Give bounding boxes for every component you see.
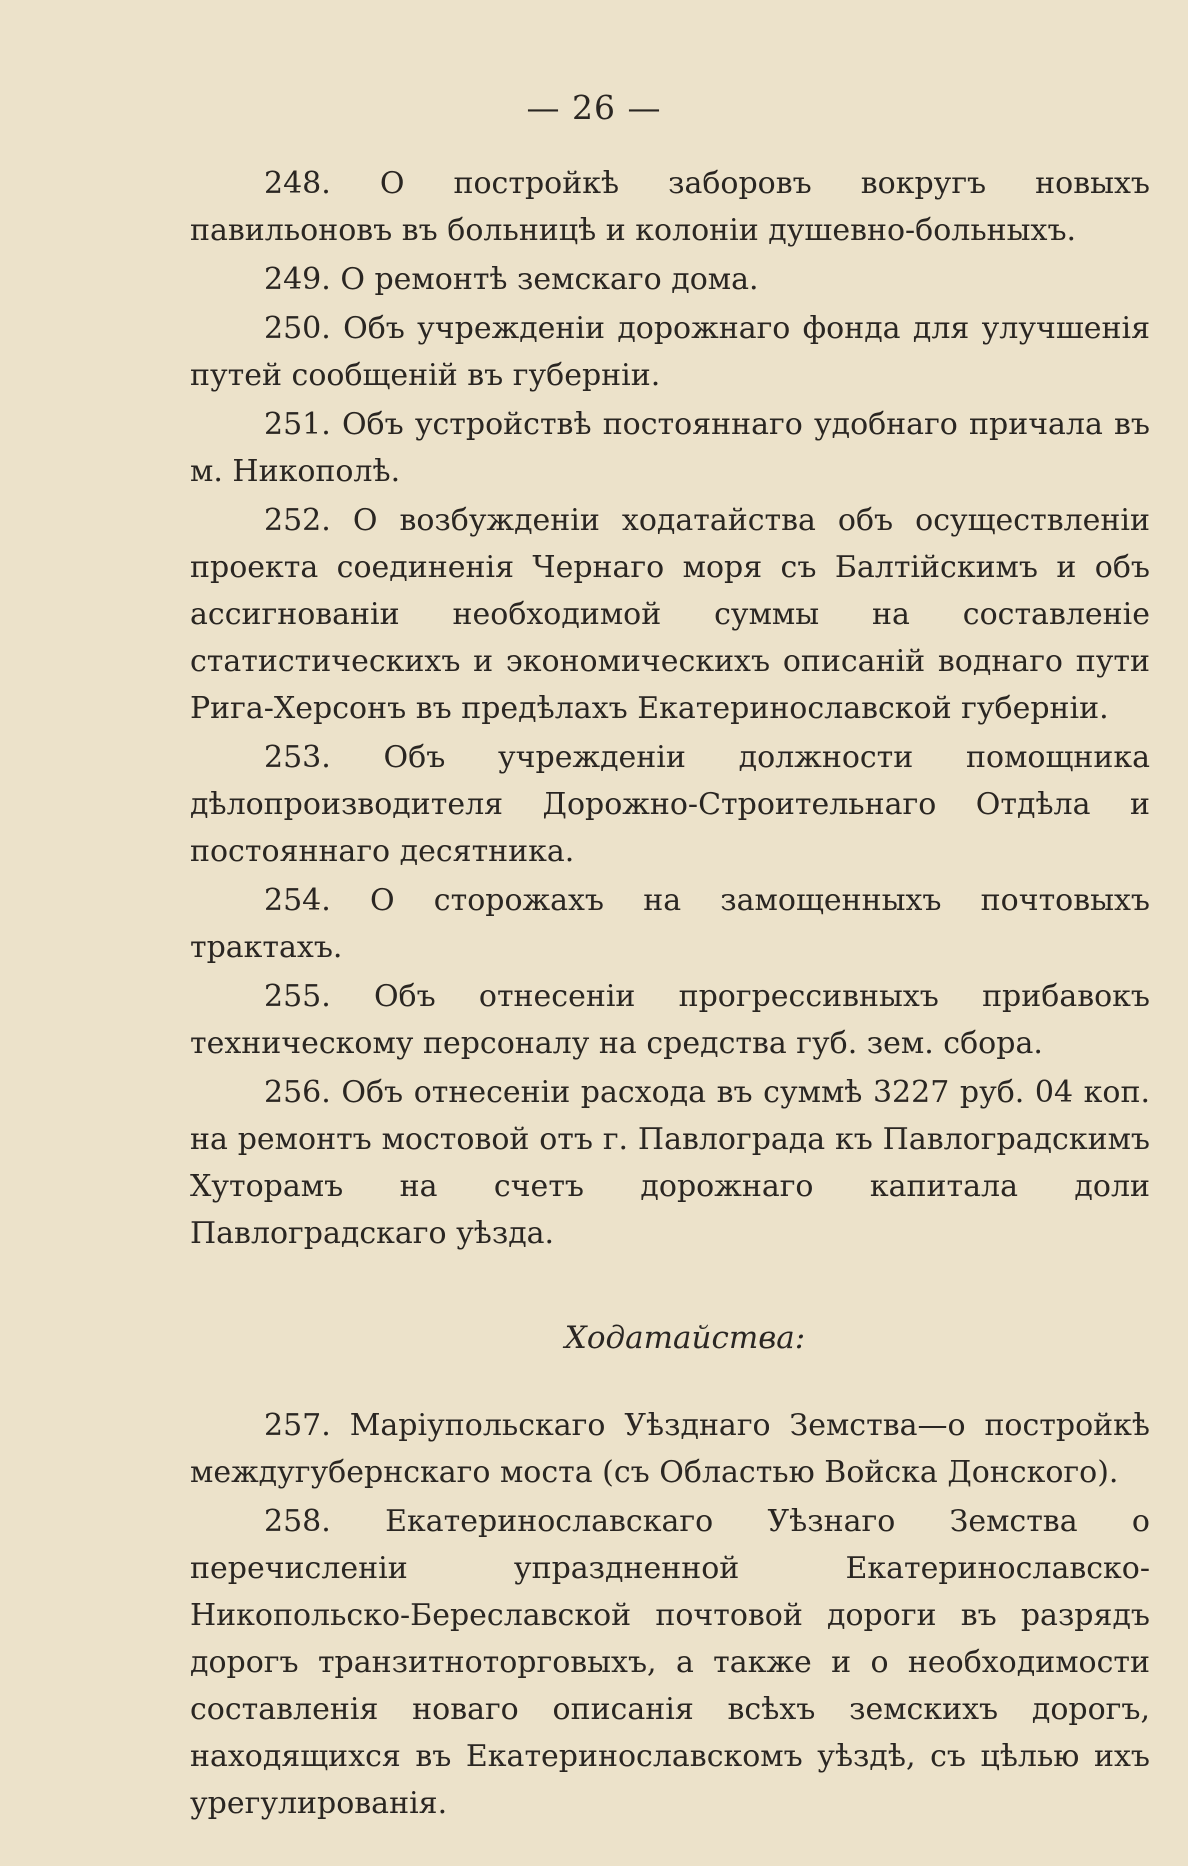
agenda-item-252: 252. О возбужденіи ходатайства объ осуществленіи проекта соединенія Чернаго моря съ Балтійскимъ и объ ассигнованіи необходимой суммы на составленіе статистическихъ и экономическихъ описаній воднаго пути Рига-Херсонъ въ предѣлахъ Екатеринославской губерніи. xyxy=(190,503,1150,726)
page-number: — 26 — xyxy=(526,88,662,127)
page-body xyxy=(190,160,1150,1829)
petition-item-257: 257. Маріупольскаго Уѣзднаго Земства—о постройкѣ междугубернскаго моста (съ Областью Войска Донского). xyxy=(190,1408,1150,1490)
agenda-item-250: 250. Объ учрежденіи дорожнаго фонда для улучшенія путей сообщеній въ губерніи. xyxy=(190,311,1150,393)
agenda-item-255: 255. Объ отнесеніи прогрессивныхъ прибавокъ техническому персоналу на средства губ. зем. сбора. xyxy=(190,979,1150,1061)
agenda-item-248: 248. О постройкѣ заборовъ вокругъ новыхъ павильоновъ въ больницѣ и колоніи душевно-больныхъ. xyxy=(190,166,1150,248)
agenda-item-256: 256. Объ отнесеніи расхода въ суммѣ 3227 руб. 04 коп. на ремонтъ мостовой отъ г. Павлограда къ Павлоградскимъ Хуторамъ на счетъ дорожнаго капитала доли Павлоградскаго уѣзда. xyxy=(190,1075,1150,1251)
agenda-item-249: 249. О ремонтѣ земскаго дома. xyxy=(264,262,759,297)
agenda-item-251: 251. Объ устройствѣ постояннаго удобнаго причала въ м. Никополѣ. xyxy=(190,407,1150,489)
petition-item-258: 258. Екатеринославскаго Уѣзнаго Земства о перечисленіи упраздненной Екатеринославско-Никопольско-Береславской почтовой дороги въ разрядъ дорогъ транзитноторговыхъ, а также и о необходимости составленія новаго описанія всѣхъ земскихъ дорогъ, находящихся въ Екатеринославскомъ уѣздѣ, съ цѣлью ихъ урегулированія. xyxy=(190,1504,1150,1821)
agenda-item-253: 253. Объ учрежденіи должности помощника дѣлопроизводителя Дорожно-Строительнаго Отдѣла и постояннаго десятника. xyxy=(190,740,1150,869)
section-heading: Ходатайства: xyxy=(564,1320,806,1356)
agenda-item-254: 254. О сторожахъ на замощенныхъ почтовыхъ трактахъ. xyxy=(190,883,1150,965)
